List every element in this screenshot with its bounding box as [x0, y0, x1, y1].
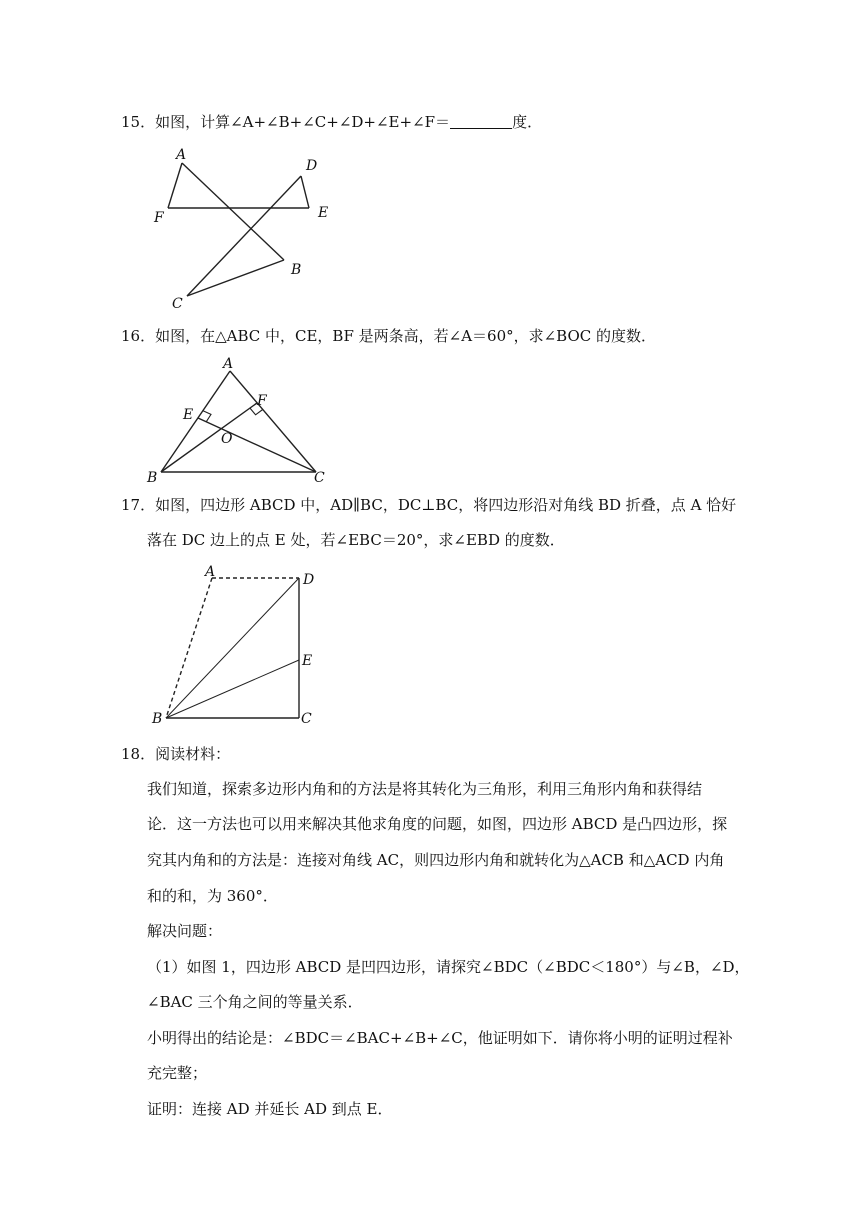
q17-diagram: [140, 560, 330, 730]
q17-line-1: 17．如图，四边形 ABCD 中，AD∥BC，DC⊥BC，将四边形沿对角线 BD 折叠，点 A 恰好: [121, 496, 737, 514]
point-label-f: F: [154, 210, 164, 226]
point-label-a: A: [223, 356, 234, 372]
side-ac: [230, 371, 316, 472]
point-label-d: D: [303, 572, 315, 588]
segment-ab: [182, 163, 284, 260]
q17-figure: [140, 560, 330, 730]
point-label-f: F: [257, 393, 267, 409]
q18-part1-line-2: ∠BAC 三个角之间的等量关系．: [147, 993, 363, 1011]
point-label-a: A: [205, 564, 216, 580]
q18-para-line-3: 究其内角和的方法是：连接对角线 AC，则四边形内角和就转化为△ACB 和△ACD 内角: [147, 851, 725, 869]
point-label-o: O: [221, 431, 233, 447]
point-label-b: B: [291, 262, 302, 278]
right-angle-e: [203, 411, 211, 422]
q17-line-2: 落在 DC 边上的点 E 处，若∠EBC＝20°，求∠EBD 的度数．: [147, 531, 565, 549]
q15-diagram: [140, 140, 350, 315]
q15-text-end: 度．: [512, 113, 543, 131]
side-ab: [161, 371, 230, 472]
q18-conclusion-line-2: 充完整；: [147, 1064, 208, 1082]
q16-line: 16．如图，在△ABC 中，CE，BF 是两条高，若∠A＝60°，求∠BOC 的度数．: [121, 327, 657, 345]
q15-line: [121, 112, 542, 132]
q16-figure: [140, 352, 340, 487]
point-label-e: E: [183, 407, 194, 423]
q18-title: 18．阅读材料：: [121, 745, 231, 763]
diagonal-bd: [166, 578, 299, 718]
point-label-e: E: [318, 205, 329, 221]
segment-bc: [187, 260, 284, 296]
q16-diagram: [140, 352, 340, 487]
q18-solve-heading: 解决问题：: [147, 922, 223, 940]
point-label-e: E: [302, 653, 313, 669]
answer-blank: [450, 114, 512, 129]
segment-af: [168, 163, 182, 208]
altitude-ce: [198, 418, 316, 472]
segment-be: [166, 660, 299, 718]
q18-part1-line-1: （1）如图 1，四边形 ABCD 是凹四边形，请探究∠BDC（∠BDC＜180°）与∠B，∠D，: [147, 958, 750, 976]
point-label-b: B: [147, 470, 158, 486]
point-label-c: C: [172, 296, 183, 312]
segment-cd: [187, 176, 301, 296]
q15-text: 15．如图，计算∠A+∠B+∠C+∠D+∠E+∠F＝: [121, 113, 451, 131]
q18-para-line-2: 论．这一方法也可以用来解决其他求角度的问题，如图，四边形 ABCD 是凸四边形，探: [147, 815, 728, 833]
fold-edge-ab: [166, 578, 212, 718]
q18-para-line-1: 我们知道，探索多边形内角和的方法是将其转化为三角形，利用三角形内角和获得结: [147, 780, 703, 798]
q15-figure: [140, 140, 350, 315]
point-label-d: D: [306, 158, 318, 174]
point-label-b: B: [152, 711, 163, 727]
point-label-a: A: [176, 147, 187, 163]
q18-para-line-4: 和的和，为 360°．: [147, 887, 278, 905]
segment-de: [301, 176, 309, 208]
q18-proof-line: 证明：连接 AD 并延长 AD 到点 E．: [147, 1100, 393, 1118]
point-label-c: C: [314, 470, 325, 486]
point-label-c: C: [301, 711, 312, 727]
right-angle-f: [250, 408, 263, 415]
q18-conclusion-line-1: 小明得出的结论是：∠BDC＝∠BAC+∠B+∠C，他证明如下．请你将小明的证明过程补: [147, 1029, 733, 1047]
